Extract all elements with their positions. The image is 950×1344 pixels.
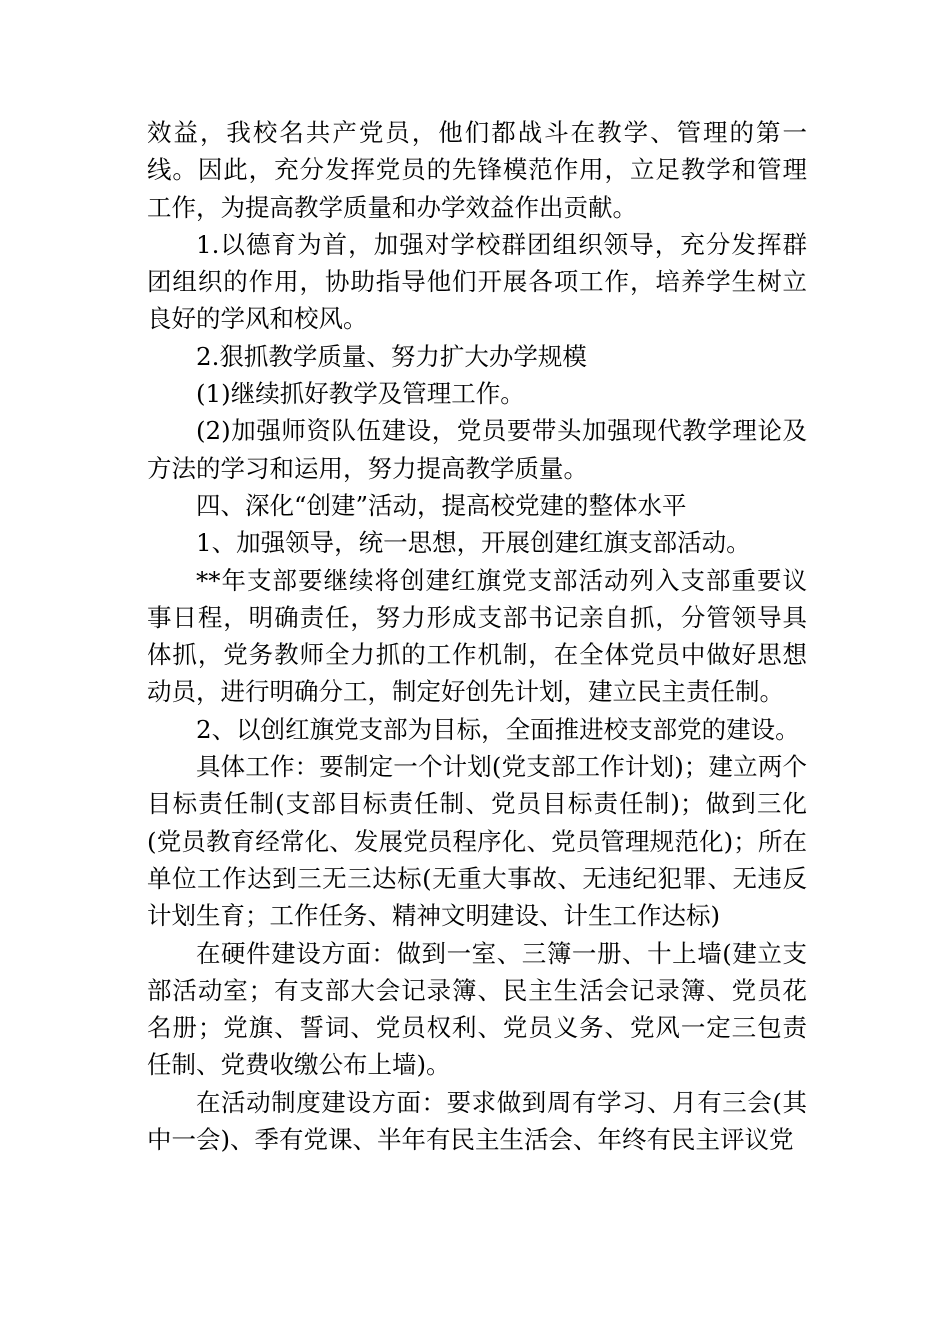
- paragraph-hardware: 在硬件建设方面：做到一室、三簿一册、十上墙(建立支部活动室；有支部大会记录簿、民主生活会记录簿、党员花名册；党旗、誓词、党员权利、党员义务、党风一定三包责任制、党费收缴公布上墙)。: [147, 938, 807, 1080]
- paragraph-intro: 效益，我校名共产党员，他们都战斗在教学、管理的第一线。因此，充分发挥党员的先锋模范作用，立足教学和管理工作，为提高教学质量和办学效益作出贡献。: [147, 118, 807, 222]
- paragraph-subitem-2: (2)加强师资队伍建设，党员要带头加强现代教学理论及方法的学习和运用，努力提高教学质量。: [147, 416, 807, 483]
- paragraph-subitem-1: (1)继续抓好教学及管理工作。: [196, 379, 525, 409]
- paragraph-body-1: **年支部要继续将创建红旗党支部活动列入支部重要议事日程，明确责任，努力形成支部书记亲自抓，分管领导具体抓，党务教师全力抓的工作机制，在全体党员中做好思想动员，进行明确分工，制定好创先计划，建立民主责任制。: [147, 565, 807, 707]
- paragraph-specific-work: 具体工作：要制定一个计划(党支部工作计划)；建立两个目标责任制(支部目标责任制、党员目标责任制)；做到三化(党员教育经常化、发展党员程序化、党员管理规范化)；所在单位工作达到三无三达标(无重大事故、无违纪犯罪、无违反计划生育；工作任务、精神文明建设、计生工作达标): [147, 752, 807, 931]
- paragraph-heading-1: 1、加强领导，统一思想，开展创建红旗支部活动。: [196, 528, 751, 558]
- paragraph-heading-2: 2、以创红旗党支部为目标，全面推进校支部党的建设。: [196, 714, 800, 744]
- document-page: [147, 114, 807, 1158]
- paragraph-item-1: 1.以德育为首，加强对学校群团组织领导，充分发挥群团组织的作用，协助指导他们开展各项工作，培养学生树立良好的学风和校风。: [147, 229, 807, 334]
- paragraph-item-2: 2.狠抓教学质量、努力扩大办学规模: [196, 341, 587, 371]
- paragraph-activity-system: 在活动制度建设方面：要求做到周有学习、月有三会(其中一会)、季有党课、半年有民主生活会、年终有民主评议党: [147, 1087, 807, 1155]
- section-heading-4: 四、深化“创建”活动，提高校党建的整体水平: [196, 490, 687, 520]
